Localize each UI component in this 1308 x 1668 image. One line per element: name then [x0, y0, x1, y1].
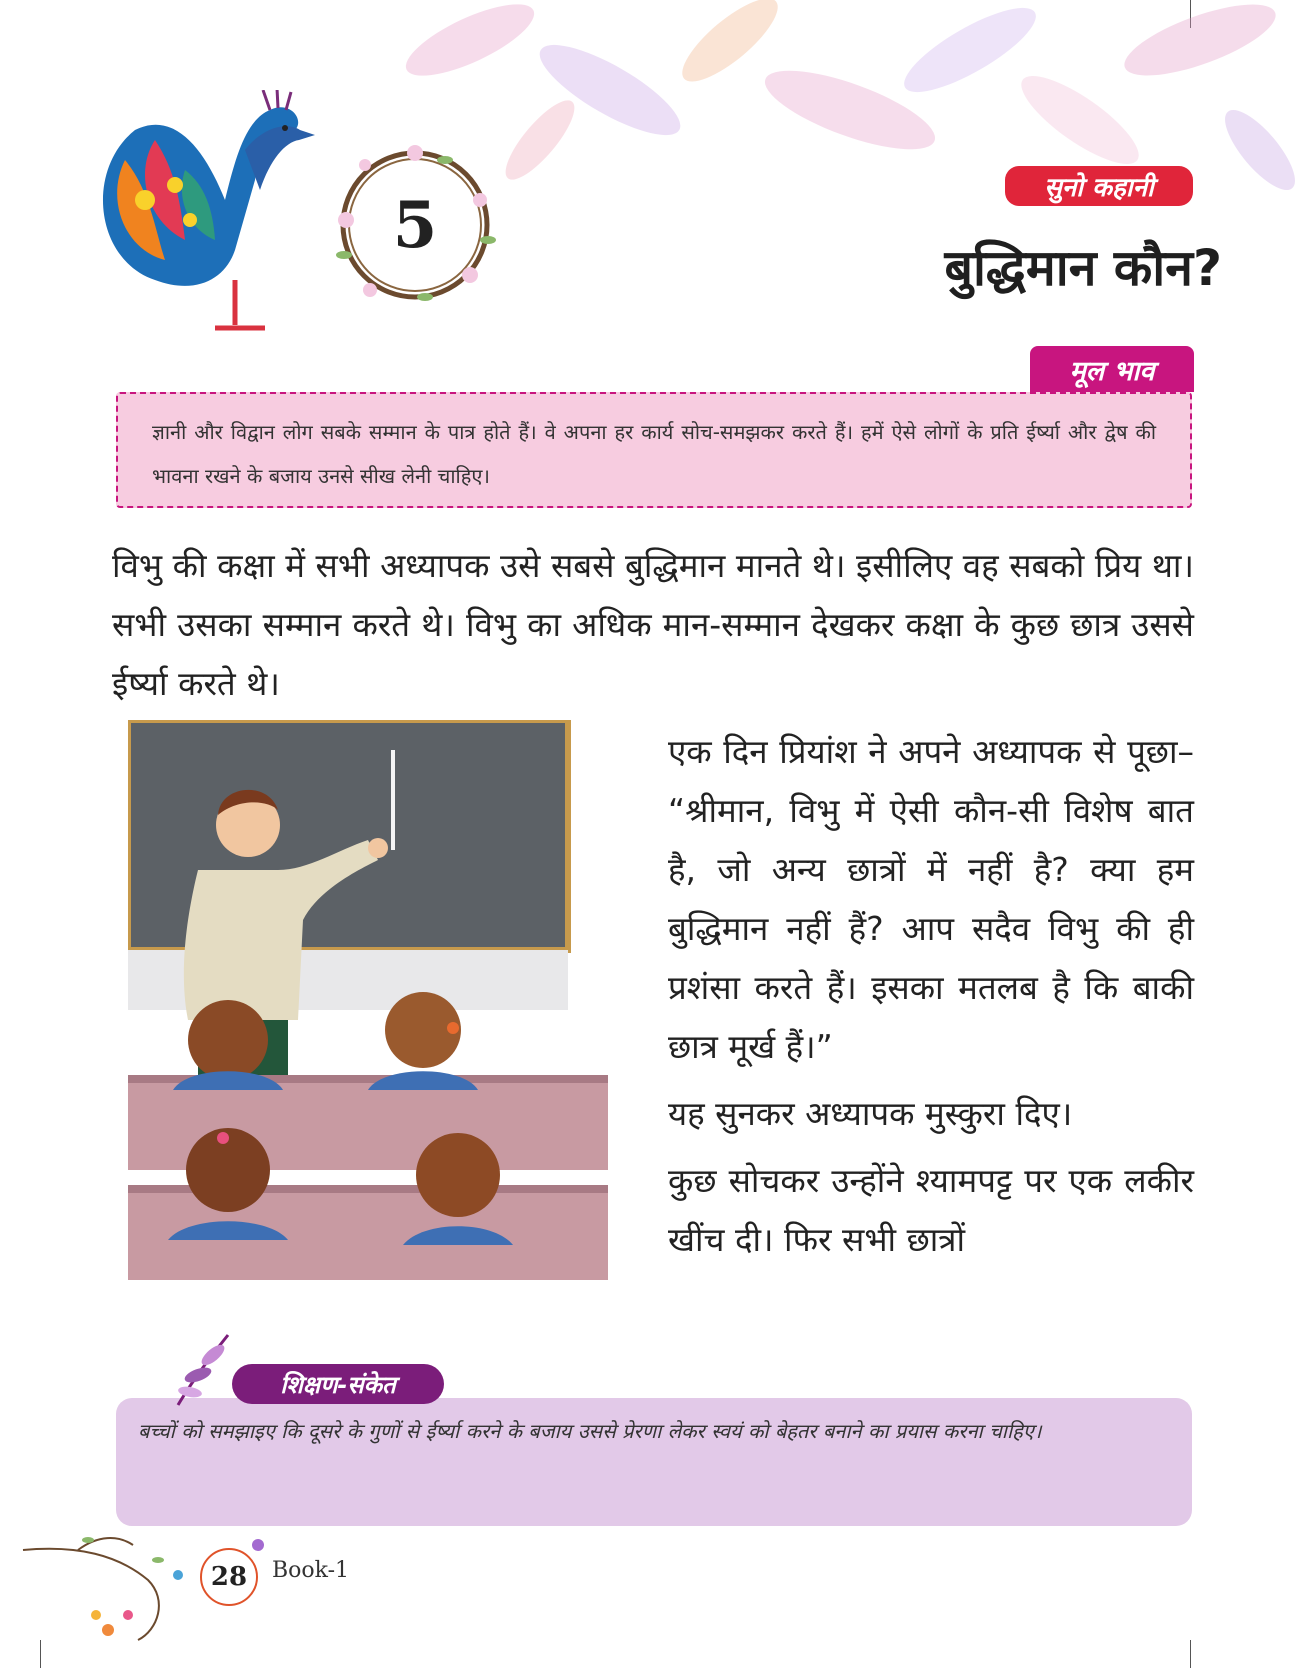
- chapter-number: 5: [392, 187, 438, 263]
- theme-box: [116, 392, 1192, 508]
- teaching-hint-badge: शिक्षण-संकेत: [232, 1364, 444, 1404]
- section-badge: सुनो कहानी: [1005, 166, 1193, 206]
- crop-mark: [1190, 1640, 1191, 1668]
- peacock-illustration: [95, 90, 325, 350]
- story-paragraph: यह सुनकर अध्यापक मुस्कुरा दिए।: [668, 1094, 1073, 1133]
- teaching-hint-text: बच्चों को समझाइए कि दूसरे के गुणों से ईर्ष्या करने के बजाय उससे प्रेरणा लेकर स्वयं को बेहतर बनाने का प्रयास करना चाहिए।: [138, 1419, 1042, 1443]
- story-paragraph: कुछ सोचकर उन्होंने श्यामपट्ट पर एक लकीर खींच दी। फिर सभी छात्रों: [668, 1161, 1194, 1259]
- theme-text: ज्ञानी और विद्वान लोग सबके सम्मान के पात्र होते हैं। वे अपना हर कार्य सोच-समझकर करते हैं। हमें ऐसे लोगों के प्रति ईर्ष्या और द्वेष की भावना रखने के बजाय उनसे सीख लेनी चाहिए।: [152, 420, 1156, 488]
- feathers-decoration: [380, 0, 1308, 260]
- leaf-sprig-icon: [168, 1330, 238, 1410]
- book-label: Book-1: [272, 1558, 350, 1583]
- story-paragraph: एक दिन प्रियांश ने अपने अध्यापक से पूछा– “श्रीमान, विभु में ऐसी कौन-सी विशेष बात है, जो अन्य छात्रों में नहीं है? क्या हम बुद्धिमान नहीं हैं? आप सदैव विभु की ही प्रशंसा करते हैं। इसका मतलब है कि बाकी छात्र मूर्ख हैं।”: [668, 732, 1194, 1066]
- story-intro: विभु की कक्षा में सभी अध्यापक उसे सबसे बुद्धिमान मानते थे। इसीलिए वह सबको प्रिय था। सभी उसका सम्मान करते थे। विभु का अधिक मान-सम्मान देखकर कक्षा के कुछ छात्र उससे ईर्ष्या करते थे।: [112, 546, 1194, 703]
- theme-badge: मूल भाव: [1030, 346, 1194, 392]
- page-number: 28: [200, 1548, 258, 1606]
- page-title: बुद्धिमान कौन?: [944, 239, 1222, 297]
- classroom-illustration: [128, 720, 638, 1332]
- story-text: [668, 722, 1194, 1269]
- teaching-hint-box: [116, 1398, 1192, 1526]
